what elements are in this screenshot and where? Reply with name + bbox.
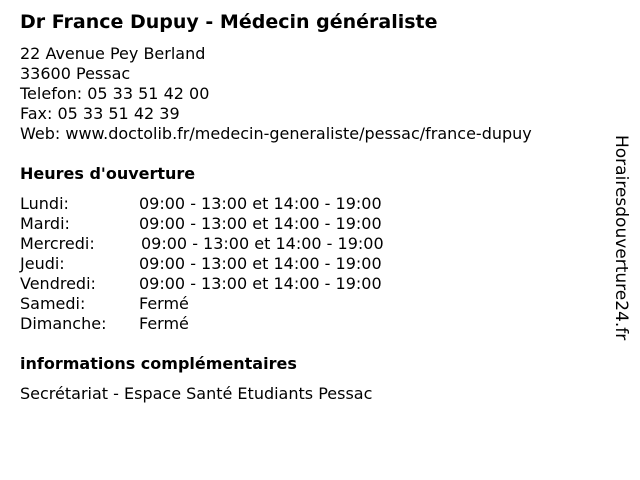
- day-label: Vendredi:: [20, 274, 96, 293]
- street-address: 22 Avenue Pey Berland: [20, 44, 206, 63]
- day-hours: 09:00 - 13:00 et 14:00 - 19:00: [139, 274, 382, 293]
- day-hours: Fermé: [139, 294, 189, 313]
- day-label: Lundi:: [20, 194, 69, 213]
- page-title: Dr France Dupuy - Médecin généraliste: [20, 11, 438, 33]
- day-label: Samedi:: [20, 294, 86, 313]
- watermark-text: Horairesdouverture24.fr: [611, 135, 631, 341]
- phone-number: Telefon: 05 33 51 42 00: [20, 84, 210, 103]
- day-hours: 09:00 - 13:00 et 14:00 - 19:00: [139, 254, 382, 273]
- contact-block: [20, 44, 532, 144]
- website-link: Web: www.doctolib.fr/medecin-generaliste/pessac/france-dupuy: [20, 124, 532, 143]
- day-label: Dimanche:: [20, 314, 107, 333]
- fax-number: Fax: 05 33 51 42 39: [20, 104, 180, 123]
- day-label: Jeudi:: [20, 254, 65, 273]
- day-hours: 09:00 - 13:00 et 14:00 - 19:00: [141, 234, 384, 253]
- additional-info-heading: informations complémentaires: [20, 354, 297, 373]
- city-postcode: 33600 Pessac: [20, 64, 131, 83]
- site-watermark: [611, 135, 631, 370]
- day-hours: 09:00 - 13:00 et 14:00 - 19:00: [139, 214, 382, 233]
- opening-hours-heading: Heures d'ouverture: [20, 164, 196, 183]
- day-hours: Fermé: [139, 314, 189, 333]
- day-hours: 09:00 - 13:00 et 14:00 - 19:00: [139, 194, 382, 213]
- day-label: Mardi:: [20, 214, 70, 233]
- day-label: Mercredi:: [20, 234, 95, 253]
- additional-info-text: Secrétariat - Espace Santé Etudiants Pessac: [20, 384, 373, 403]
